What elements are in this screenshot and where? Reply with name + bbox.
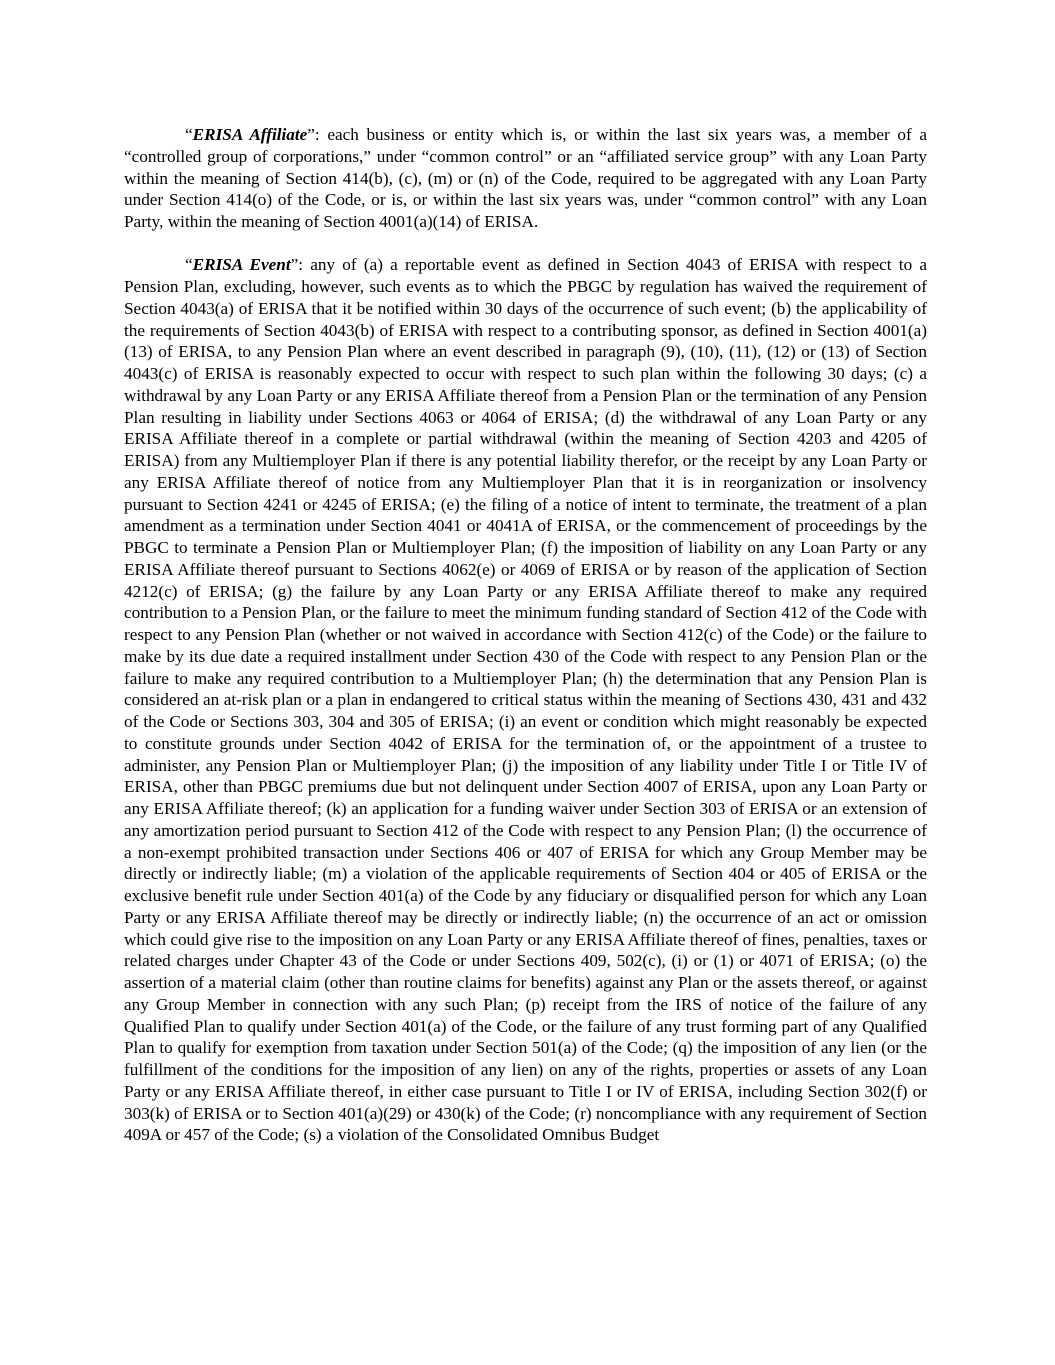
definition-erisa-event	[124, 254, 927, 1146]
definition-erisa-affiliate	[124, 124, 927, 233]
defined-term: ERISA Affiliate	[192, 125, 308, 144]
open-quote: “	[185, 125, 193, 144]
definition-text: each business or entity which is, or within the last six years was, a member of a “controlled group of corporations,” under “common control” or an “affiliated service group” with any Loan Party within the meaning of Section 414(b), (c), (m) or (n) of the Code, required to be aggregated with any Loan Party under Section 414(o) of the Code, or is, or within the last six years was, under “common control” with any Loan Party, within the meaning of Section 4001(a)(14) of ERISA.	[124, 125, 927, 231]
close-quote: ”:	[290, 255, 311, 275]
document-body	[124, 124, 927, 1168]
definition-text: any of (a) a reportable event as defined in Section 4043 of ERISA with respect to a Pension Plan, excluding, however, such events as to which the PBGC by regulation has waived the requirement of Section 4043(a) of ERISA that it be notified within 30 days of the occurrence of such event; (b) the applicability of the requirements of Section 4043(b) of ERISA with respect to a contributing sponsor, as defined in Section 4001(a)(13) of ERISA, to any Pension Plan where an event described in paragraph (9), (10), (11), (12) or (13) of Section 4043(c) of ERISA is reasonably expected to occur with respect to such plan within the following 30 days; (c) a withdrawal by any Loan Party or any ERISA Affiliate thereof from a Pension Plan or the termination of any Pension Plan resulting in liability under Sections 4063 or 4064 of ERISA; (d) the withdrawal of any Loan Party or any ERISA Affiliate thereof in a complete or partial withdrawal (within the meaning of Section 4203 and 4205 of ERISA) from any Multiemployer Plan if there is any potential liability therefor, or the receipt by any Loan Party or any ERISA Affiliate thereof of notice from any Multiemployer Plan that it is in reorganization or insolvency pursuant to Section 4241 or 4245 of ERISA; (e) the filing of a notice of intent to terminate, the treatment of a plan amendment as a termination under Section 4041 or 4041A of ERISA, or the commencement of proceedings by the PBGC to terminate a Pension Plan or Multiemployer Plan; (f) the imposition of liability on any Loan Party or any ERISA Affiliate thereof pursuant to Sections 4062(e) or 4069 of ERISA or by reason of the application of Section 4212(c) of ERISA; (g) the failure by any Loan Party or any ERISA Affiliate thereof to make any required contribution to a Pension Plan, or the failure to meet the minimum funding standard of Section 412 of the Code with respect to any Pension Plan (whether or not waived in accordance with Section 412(c) of the Code) or the failure to make by its due date a required installment under Section 430 of the Code with respect to any Pension Plan or the failure to make any required contribution to a Multiemployer Plan; (h) the determination that any Pension Plan is considered an at-risk plan or a plan in endangered to critical status within the meaning of Sections 430, 431 and 432 of the Code or Sections 303, 304 and 305 of ERISA; (i) an event or condition which might reasonably be expected to constitute grounds under Section 4042 of ERISA for the termination of, or the appointment of a trustee to administer, any Pension Plan or Multiemployer Plan; (j) the imposition of any liability under Title I or Title IV of ERISA, other than PBGC premiums due but not delinquent under Section 4007 of ERISA, upon any Loan Party or any ERISA Affiliate thereof; (k) an application for a funding waiver under Section 303 of ERISA or an extension of any amortization period pursuant to Section 412 of the Code with respect to any Pension Plan; (l) the occurrence of a non-exempt prohibited transaction under Sections 406 or 407 of ERISA for which any Group Member may be directly or indirectly liable; (m) a violation of the applicable requirements of Section 404 or 405 of ERISA or the exclusive benefit rule under Section 401(a) of the Code by any fiduciary or disqualified person for which any Loan Party or any ERISA Affiliate thereof may be directly or indirectly liable; (n) the occurrence of an act or omission which could give rise to the imposition on any Loan Party or any ERISA Affiliate thereof of fines, penalties, taxes or related charges under Chapter 43 of the Code or under Sections 409, 502(c), (i) or (1) or 4071 of ERISA; (o) the assertion of a material claim (other than routine claims for benefits) against any Plan or the assets thereof, or against any Group Member in connection with any such Plan; (p) receipt from the IRS of notice of the failure of any Qualified Plan to qualify under Section 401(a) of the Code, or the failure of any trust forming part of any Qualified Plan to qualify for exemption from taxation under Section 501(a) of the Code; (q) the imposition of any lien (or the fulfillment of the conditions for the imposition of any lien) on any of the rights, properties or assets of any Loan Party or any ERISA Affiliate thereof, in either case pursuant to Title I or IV of ERISA, including Section 302(f) or 303(k) of ERISA or to Section 401(a)(29) or 430(k) of the Code; (r) noncompliance with any requirement of Section 409A or 457 of the Code; (s) a violation of the Consolidated Omnibus Budget	[124, 255, 928, 1145]
close-quote: ”:	[307, 125, 328, 144]
open-quote: “	[185, 255, 193, 275]
defined-term: ERISA Event	[192, 255, 291, 275]
